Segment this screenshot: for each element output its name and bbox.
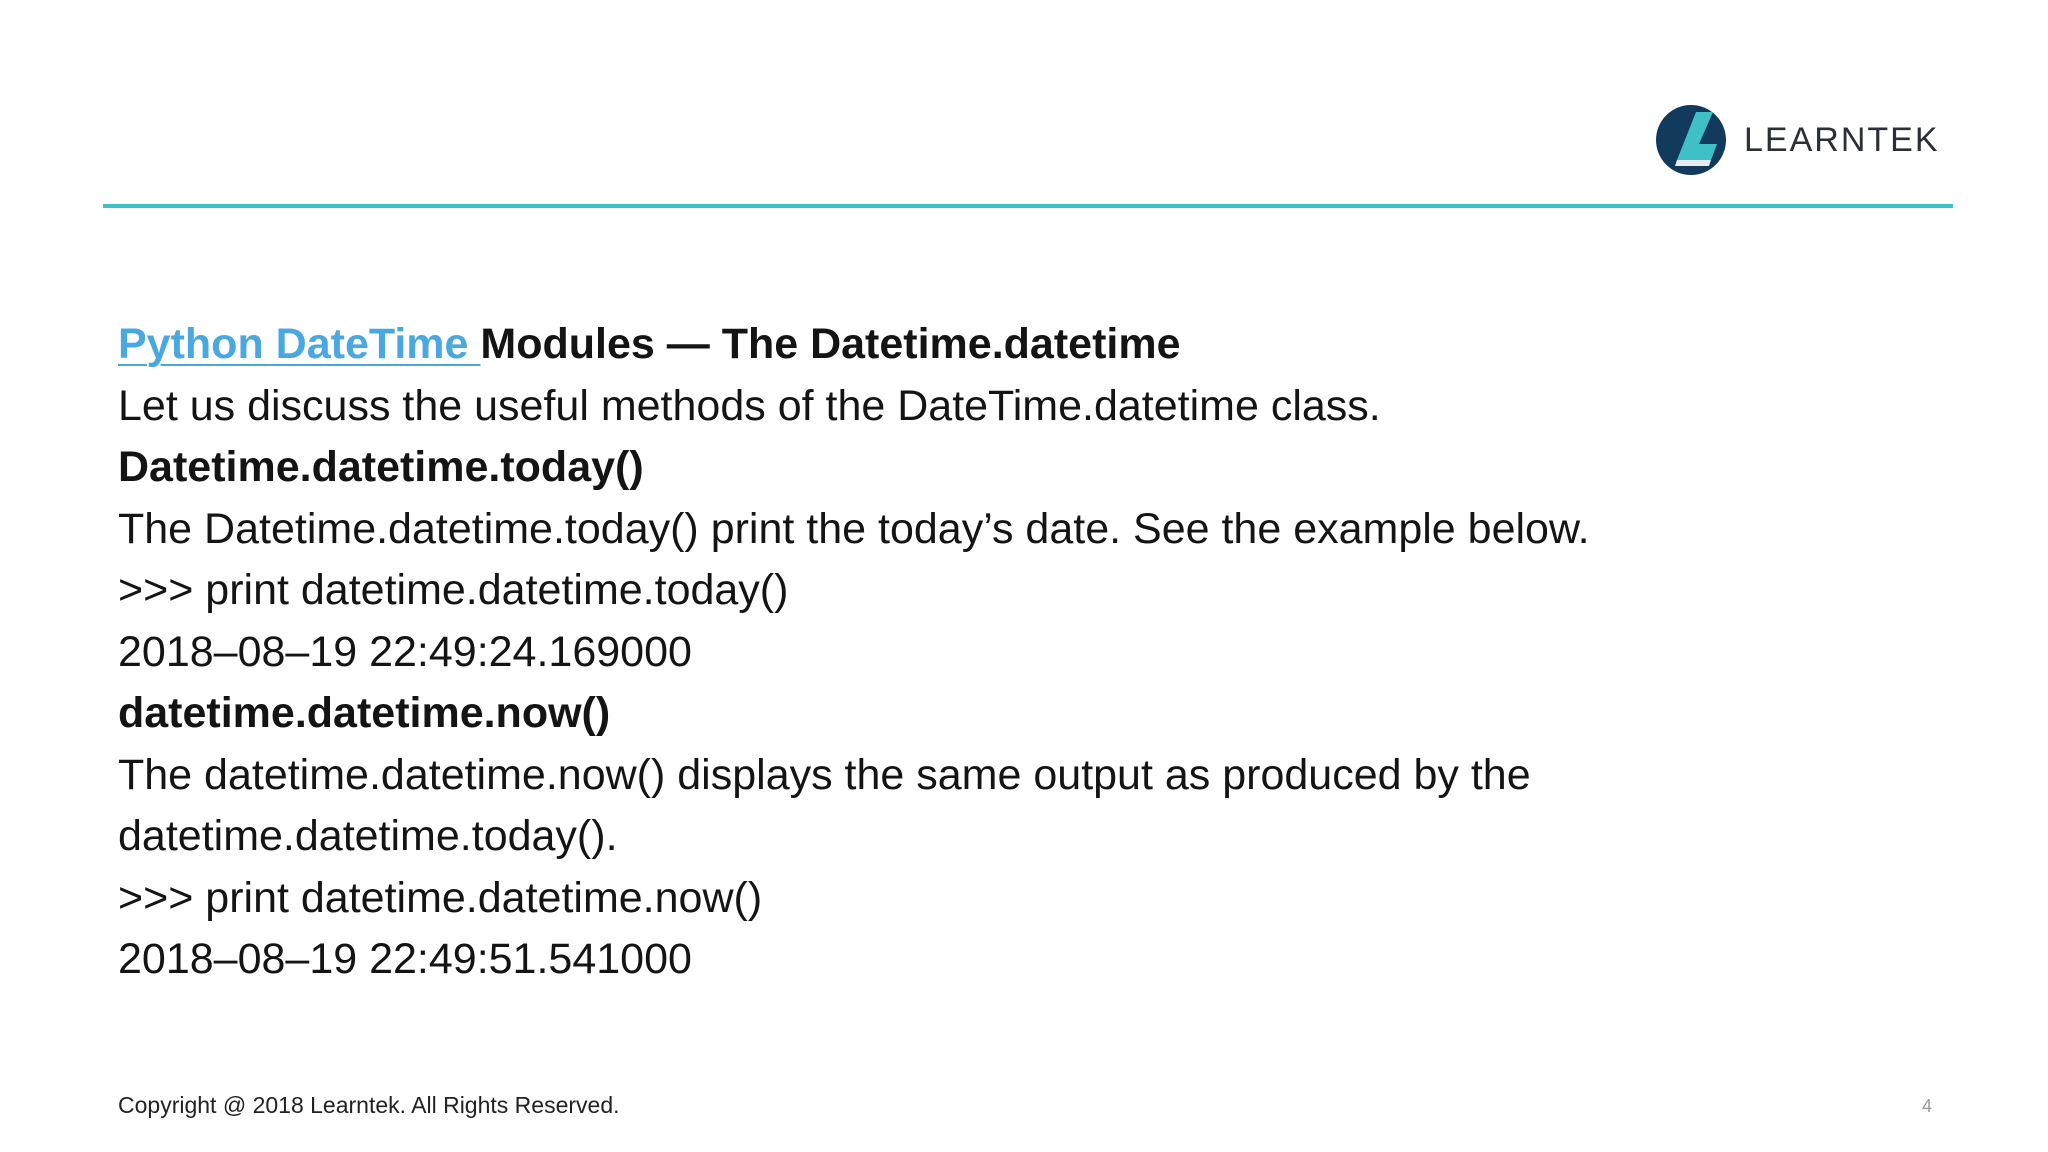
intro-text: Let us discuss the useful methods of the DateTime.datetime class. (118, 381, 1381, 430)
slide-title-rest: Modules — The Datetime.datetime (480, 320, 1181, 368)
header-divider (103, 204, 1953, 208)
method-now-output: 2018–08–19 22:49:51.541000 (118, 935, 692, 983)
method-now-description-line2: datetime.datetime.today(). (118, 812, 618, 860)
method-today-heading: Datetime.datetime.today() (118, 443, 644, 491)
method-today-description: The Datetime.datetime.today() print the today’s date. See the example below. (118, 504, 1590, 553)
page-number: 4 (1922, 1096, 1933, 1116)
method-today-output: 2018–08–19 22:49:24.169000 (118, 627, 692, 676)
learntek-logo (1655, 104, 1955, 182)
footer-copyright: Copyright @ 2018 Learntek. All Rights Reserved. (118, 1092, 620, 1118)
learntek-logo-mark-icon (1655, 104, 1727, 176)
logo-wordmark: LEARNTEK (1744, 121, 1940, 159)
method-now-description-line1: The datetime.datetime.now() displays the same output as produced by the (118, 750, 1531, 799)
slide-title (118, 314, 1938, 376)
method-today-code: >>> print datetime.datetime.today() (118, 566, 789, 614)
python-datetime-link[interactable]: Python DateTime (118, 320, 481, 368)
method-now-code: >>> print datetime.datetime.now() (118, 873, 763, 922)
slide-body (118, 314, 1938, 991)
method-now-heading: datetime.datetime.now() (118, 689, 611, 737)
